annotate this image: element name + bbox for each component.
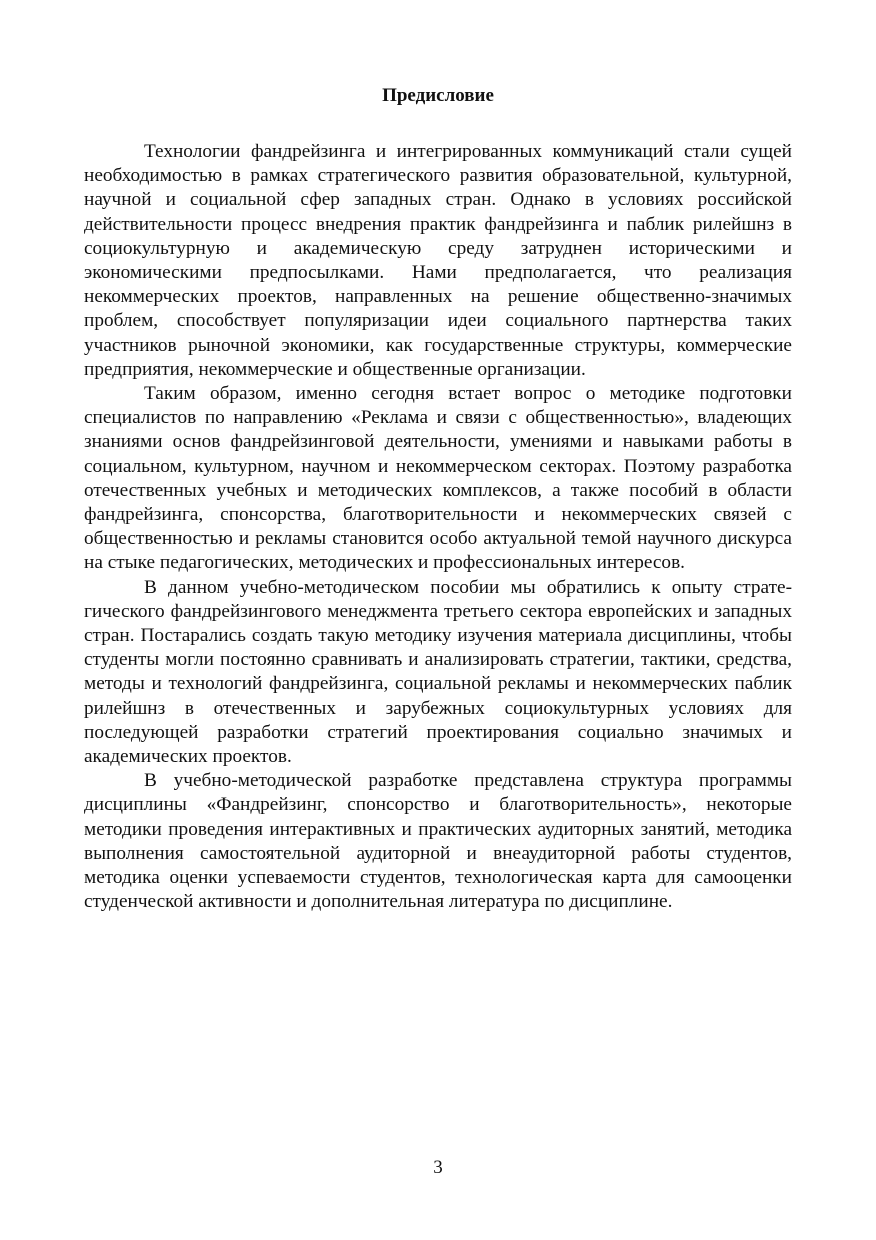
paragraph-2: Таким образом, именно сегодня встает вопрос о методике подготовки специалистов по направлению «Реклама и связи с общественностью», владеющих знаниями основ фандрейзинговой деятельности, умениями и навыками работы в социальном, культурном, научном и некоммерческом секторах. Поэтому разработка отечественных учебных и методических комплексов, а также пособий в области фандрейзинга, спонсорства, благотворительности и некоммерческих связей с общественностью и рекламы становится особо актуальной темой научного дискурса на стыке педагогических, методических и профессиональных интересов. bbox=[84, 383, 792, 574]
paragraph-4: В учебно-методической разработке представлена структура программы дисциплины «Фандрейзинг, спонсорство и благотворительность», некоторые методики проведения интерактивных и практических аудиторных занятий, методика выполнения самостоятельной аудиторной и внеаудиторной работы студентов, методика оценки успеваемости студентов, технологическая карта для самооценки студенческой активности и дополнительная литература по дисциплине. bbox=[84, 770, 792, 913]
paragraph-3: В данном учебно-методическом пособии мы обратились к опыту стратегического фандрейзингового менеджмента третьего сектора европейских и западных стран. Постарались создать такую методику изучения материала дисциплины, чтобы студенты могли постоянно сравнивать и анализировать стратегии, тактики, средства, методы и технологий фандрейзинга, социальной рекламы и некоммерческих паблик рилейшнз в отечественных и зарубежных социокультурных условиях для последующей разработки стратегий проектирования социально значимых и академических проектов. bbox=[84, 576, 792, 768]
paragraph-1: Технологии фандрейзинга и интегрированных коммуникаций стали сущей необходимостью в рамках стратегического развития образовательной, культурной, научной и социальной сфер западных стран. Однако в условиях российской действительности процесс внедрения практик фандрейзинга и паблик рилейшнз в социокультурную и академическую среду затруднен историческими и экономическими предпосылками. Нами предполагается, что реализация некоммерческих проектов, направленных на решение общественно-значимых проблем, способствует популяризации идеи социального партнерства таких участников рыночной экономики, как государственные структуры, коммерческие предприятия, некоммерческие и общественные организации. bbox=[84, 141, 792, 380]
page-title: Предисловие bbox=[382, 85, 494, 106]
page-number: 3 bbox=[433, 1157, 443, 1178]
body-text bbox=[84, 140, 792, 915]
